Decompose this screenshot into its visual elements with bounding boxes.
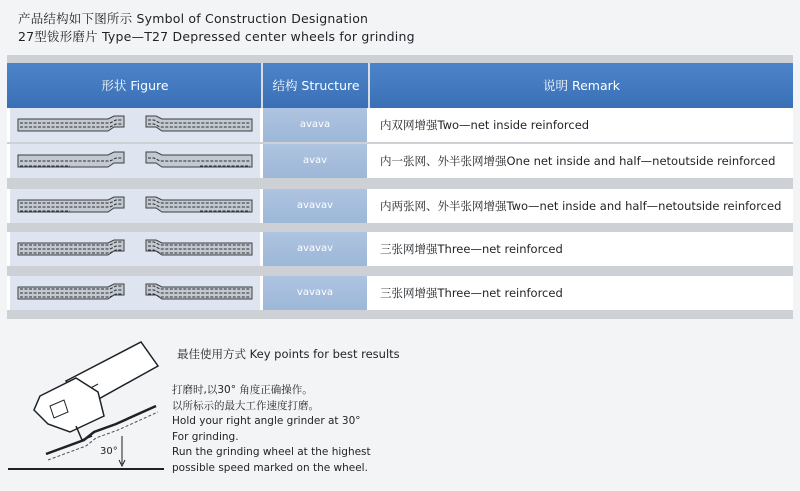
key-point-line: Hold your right angle grinder at 30° — [172, 415, 361, 428]
wheel-profile-figure — [10, 276, 260, 310]
key-point-line: 打磨时,以30° 角度正确操作。 — [172, 384, 313, 396]
key-point-line: 以所标示的最大工作速度打磨。 — [172, 399, 319, 412]
wheel-profile-figure — [10, 108, 260, 142]
wheel-profile-figure — [10, 189, 260, 223]
key-point-line: possible speed marked on the wheel. — [172, 461, 368, 474]
structure-code: avavav — [263, 189, 367, 223]
grinder-illustration — [6, 336, 166, 480]
table-row — [7, 108, 793, 142]
structure-code: avavav — [263, 232, 367, 266]
wheel-profile-figure — [10, 144, 260, 178]
wheel-profile-figure — [10, 232, 260, 266]
title-line-2: 27型钹形磨片 Type—T27 Depressed center wheels for grinding — [18, 29, 415, 44]
structure-code: avav — [263, 144, 367, 178]
title-line-1: 产品结构如下图所示 Symbol of Construction Designation — [18, 11, 369, 26]
header-remark: 说明 Remark — [542, 78, 620, 93]
table-row — [7, 276, 793, 310]
remark-text: 内两张网、外半张网增强Two—net inside and half—netoutside reinforced — [370, 189, 790, 223]
page-title-block — [18, 10, 415, 46]
key-points-title: 最佳使用方式 Key points for best results — [177, 347, 400, 361]
structure-code: avava — [263, 108, 367, 142]
remark-text: 三张网增强Three—net reinforced — [370, 276, 790, 310]
table-row — [7, 144, 793, 178]
angle-label: 30° — [100, 446, 118, 457]
remark-text: 三张网增强Three—net reinforced — [370, 232, 790, 266]
key-point-line: Run the grinding wheel at the highest — [172, 446, 371, 459]
key-points-body — [172, 383, 371, 477]
structure-table — [7, 55, 793, 319]
structure-code: vavava — [263, 276, 367, 310]
remark-text: 内双网增强Two—net inside reinforced — [370, 108, 790, 142]
remark-text: 内一张网、外半张网增强One net inside and half—netoutside reinforced — [370, 144, 790, 178]
header-structure: 结构 Structure — [272, 78, 360, 93]
header-figure: 形状 Figure — [101, 78, 169, 93]
key-point-line: For grinding. — [172, 430, 239, 443]
table-row — [7, 232, 793, 266]
table-header — [7, 63, 793, 109]
table-row — [7, 189, 793, 223]
